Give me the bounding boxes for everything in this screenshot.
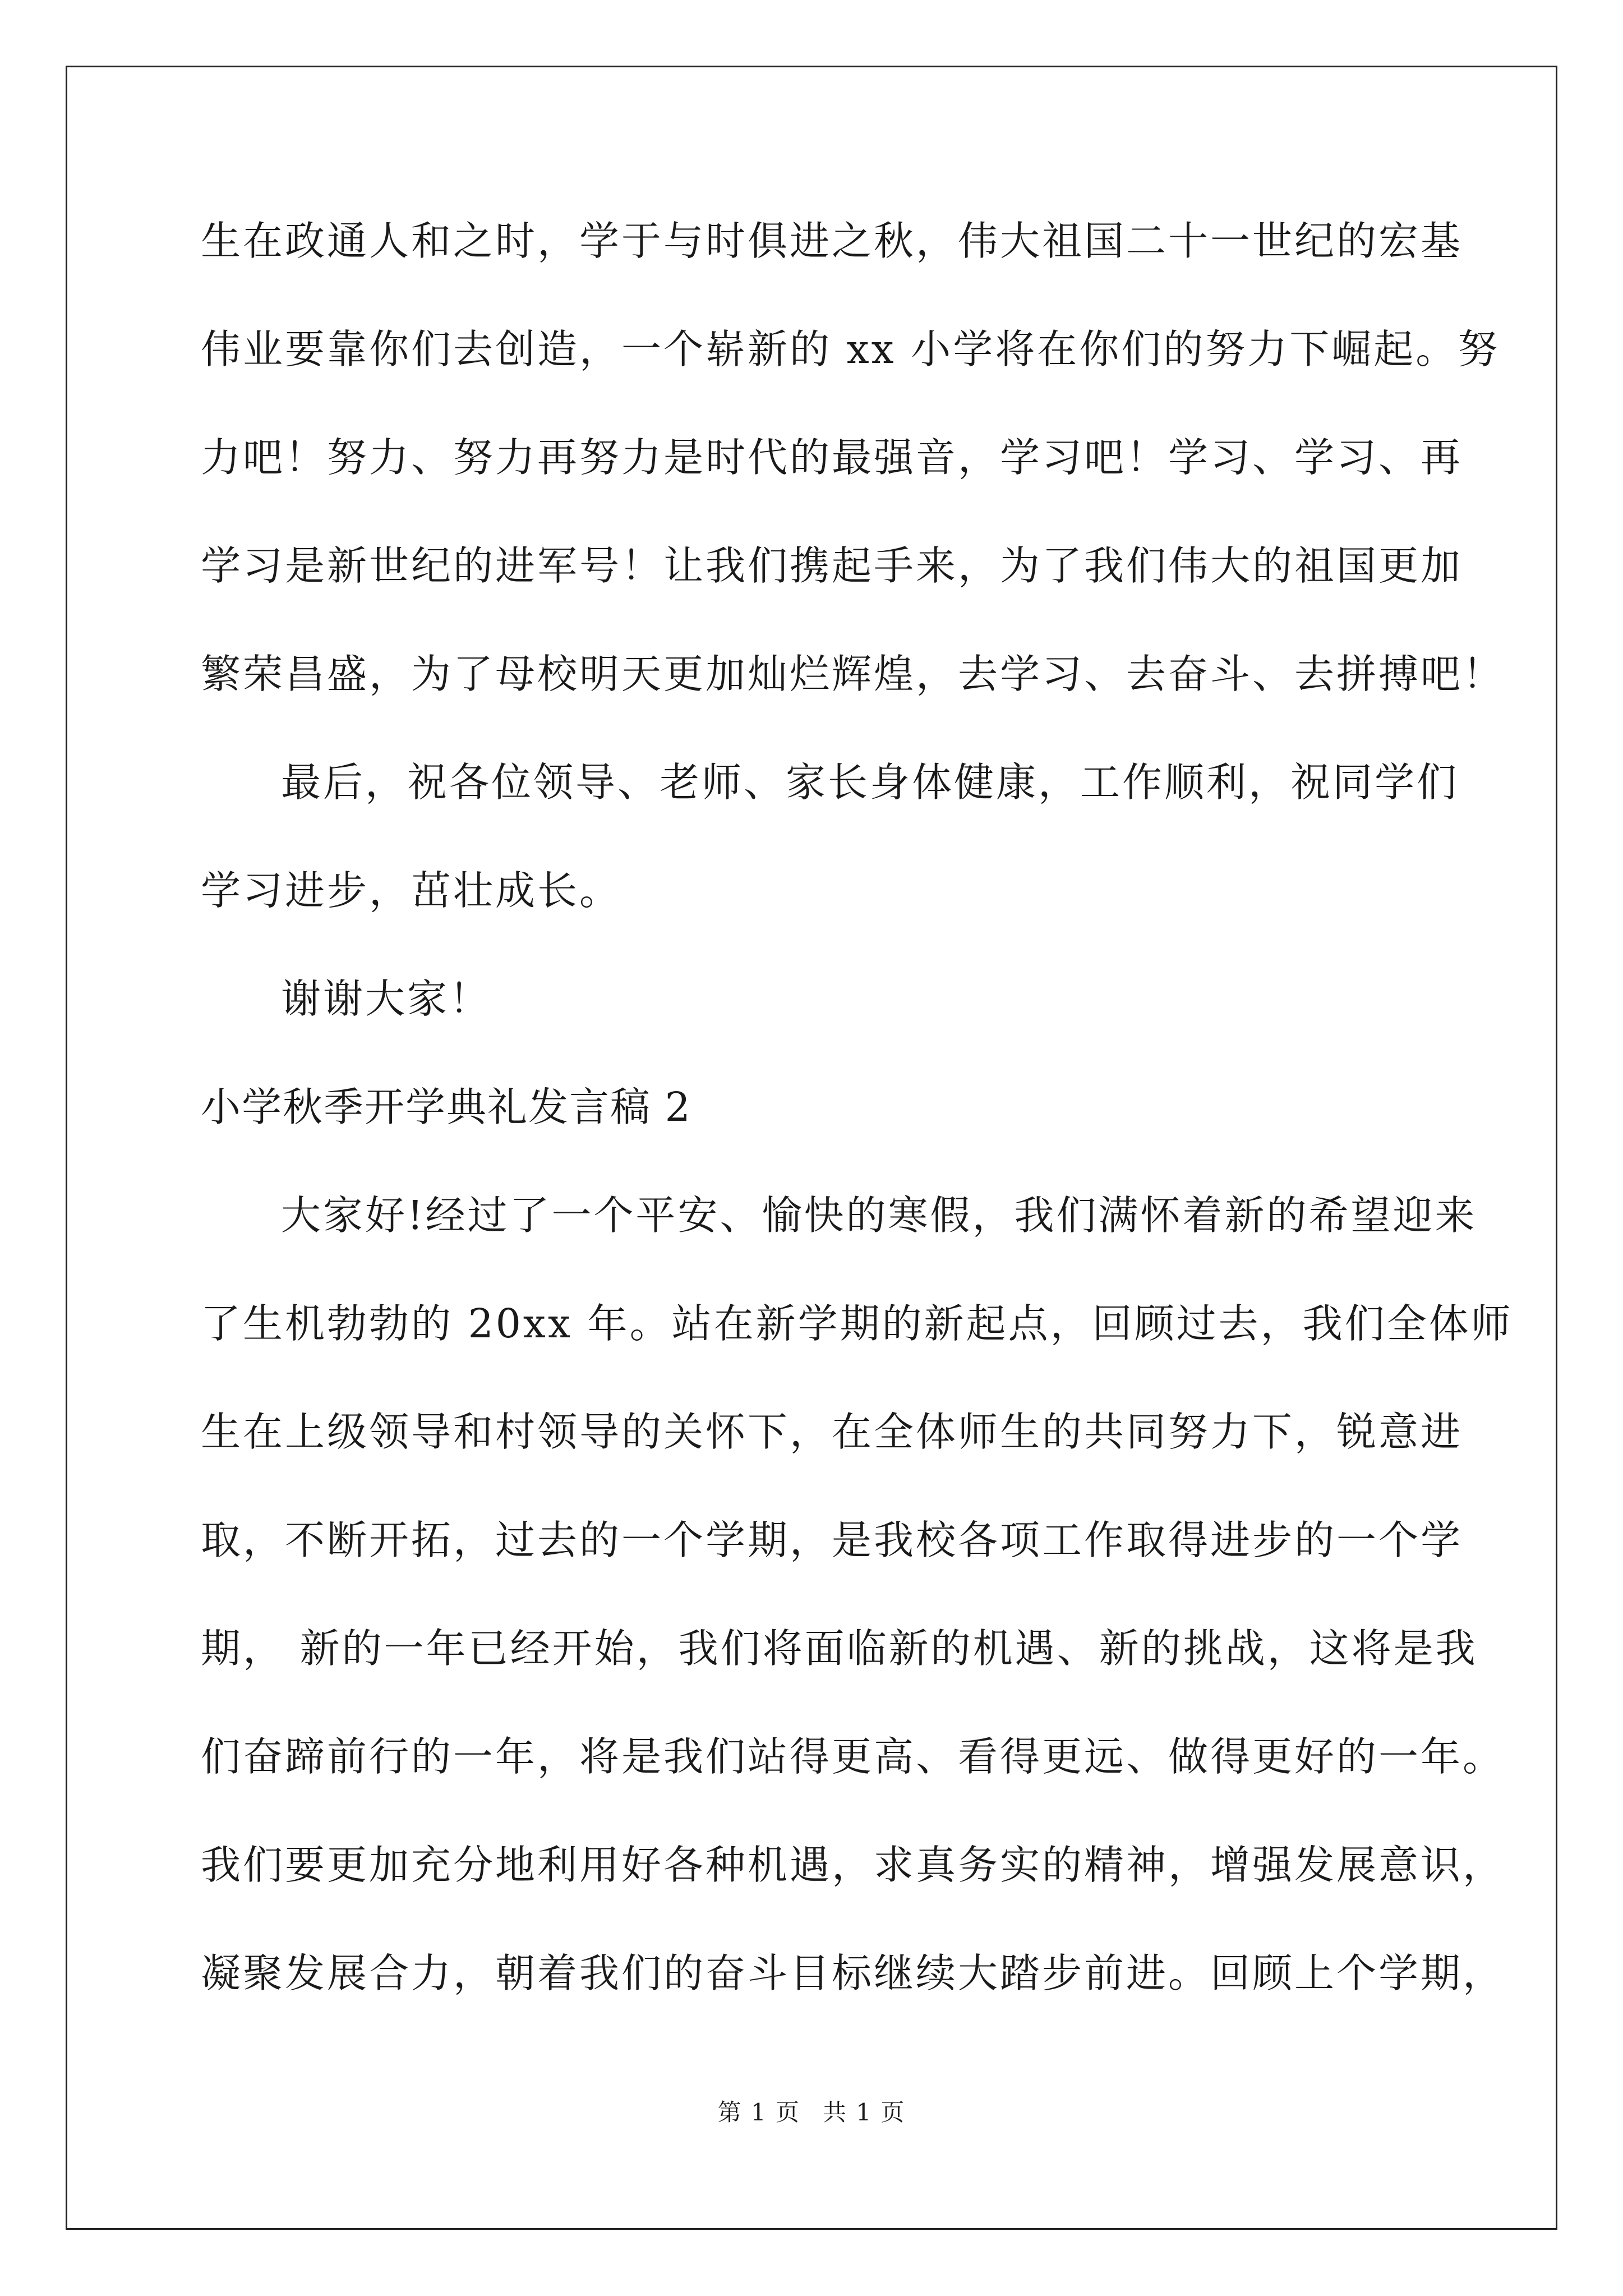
- text-line: 我们要更加充分地利用好各种机遇，求真务实的精神，增强发展意识，: [201, 1842, 1505, 1888]
- paragraph-start-line: 大家好!经过了一个平安、愉快的寒假，我们满怀着新的希望迎来: [281, 1192, 1477, 1239]
- text-line: 学习进步，茁壮成长。: [201, 867, 622, 914]
- text-line: 期， 新的一年已经开始，我们将面临新的机遇、新的挑战，这将是我: [201, 1625, 1478, 1672]
- text-line: 繁荣昌盛，为了母校明天更加灿烂辉煌，去学习、去奋斗、去拼搏吧！: [201, 651, 1505, 697]
- text-line: 力吧！努力、努力再努力是时代的最强音，学习吧！学习、学习、再: [201, 434, 1463, 481]
- page-total: 共 1 页: [823, 2099, 906, 2126]
- document-body: [201, 208, 1513, 2048]
- text-line: 凝聚发展合力，朝着我们的奋斗目标继续大踏步前进。回顾上个学期，: [201, 1950, 1505, 1996]
- page-footer: [0, 2094, 1623, 2128]
- text-line: 生在上级领导和村领导的关怀下，在全体师生的共同努力下，锐意进: [201, 1409, 1463, 1455]
- text-line: 取，不断开拓，过去的一个学期，是我校各项工作取得进步的一个学: [201, 1517, 1463, 1563]
- text-line: 了生机勃勃的 20xx 年。站在新学期的新起点，回顾过去，我们全体师: [201, 1300, 1513, 1347]
- text-line: 伟业要靠你们去创造，一个崭新的 xx 小学将在你们的努力下崛起。努: [201, 326, 1500, 372]
- closing-thanks: 谢谢大家！: [281, 976, 492, 1022]
- text-line: 学习是新世纪的进军号！让我们携起手来，为了我们伟大的祖国更加: [201, 542, 1463, 589]
- paragraph-start-line: 最后，祝各位领导、老师、家长身体健康，工作顺利，祝同学们: [281, 759, 1459, 806]
- page-number: 第 1 页: [717, 2099, 800, 2126]
- text-line: 生在政通人和之时，学于与时俱进之秋，伟大祖国二十一世纪的宏基: [201, 218, 1463, 264]
- section-heading: 小学秋季开学典礼发言稿 2: [201, 1084, 691, 1130]
- text-line: 们奋蹄前行的一年，将是我们站得更高、看得更远、做得更好的一年。: [201, 1733, 1505, 1780]
